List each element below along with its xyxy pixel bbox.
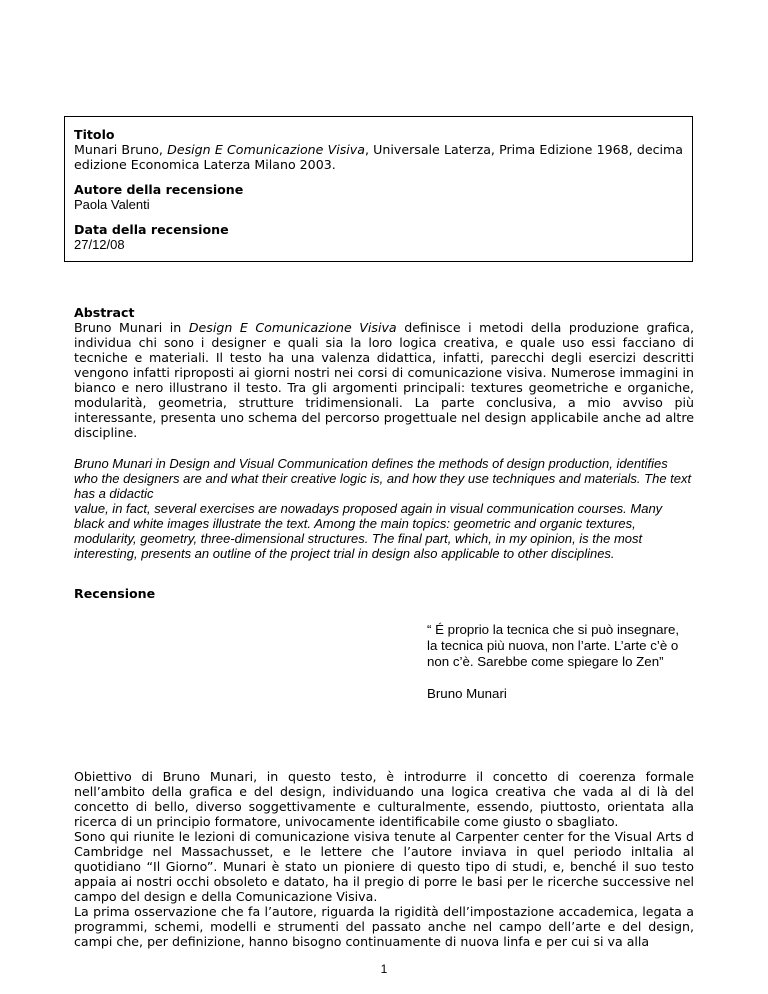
abstract-it-book: Design E Comunicazione Visiva (188, 320, 397, 335)
abstract-heading: Abstract (74, 305, 135, 320)
abstract-english (74, 456, 694, 561)
title-rest: , Universale Laterza, Prima Edizione 1968, decima edizione Economica Laterza Milano 2003. (74, 142, 683, 172)
review-heading: Recensione (74, 586, 156, 601)
abstract-it-lead: Bruno Munari in (74, 320, 189, 335)
review-body (74, 769, 694, 949)
review-heading-block (74, 586, 694, 601)
date-value: 27/12/08 (74, 237, 125, 252)
quote-author: Bruno Munari (427, 686, 507, 701)
reviewer-label: Autore della recensione (74, 182, 244, 197)
review-paragraph-1: Obiettivo di Bruno Munari, in questo testo, è introdurre il concetto di coerenza formale nell’ambito della grafica e del design, individuando una logica creativa che vada al di là del concetto di bello, diverso soggettivamente e culturalmente, essendo, piuttosto, orientata alla ricerca di un principio formatore, univocamente identificabile come giusto o sbagliato. (74, 769, 694, 829)
title-author: Munari Bruno, (74, 142, 168, 157)
date-label: Data della recensione (74, 222, 229, 237)
abstract-italian (74, 320, 694, 440)
review-paragraph-3: La prima osservazione che fa l’autore, riguarda la rigidità dell’impostazione accademica, legata a programmi, schemi, modelli e strumenti del passato anche nel campo dell’arte e del design, campi che, per definizione, hanno bisogno continuamente di nuova linfa e per cui si va alla (74, 904, 694, 949)
abstract-section (74, 305, 694, 440)
abstract-en-line2: value, in fact, several exercises are nowadays proposed again in visual communication courses. Many black and white images illustrate the text. Among the main topics: geometric and organic textures, modularity, geometry, three-dimensional structures. The final part, which, in my opinion, is the most interesting, presents an outline of the project trial in design also applicable to other disciplines. (74, 501, 663, 561)
epigraph-quote (427, 622, 687, 702)
review-paragraph-2: Sono qui riunite le lezioni di comunicazione visiva tenute al Carpenter center for the Visual Arts d Cambridge nel Massachusset, e le lettere che l’autore inviava in quel periodo inItalia al quotidiano “Il Giorno”. Munari è stato un pioniere di questo tipo di studi, e, benché il suo testo appaia ai nostri occhi obsoleto e datato, ha il pregio di porre le basi per le ricerche successive nel campo del design e della Comunicazione Visiva. (74, 829, 694, 904)
reviewer-name: Paola Valenti (74, 197, 150, 212)
bibliographic-reference (74, 142, 683, 172)
title-book: Design E Comunicazione Visiva (167, 142, 365, 157)
page-number: 1 (380, 962, 388, 976)
abstract-en-line1: Bruno Munari in Design and Visual Communication defines the methods of design production, identifies who the designers are and what their creative logic is, and how they use techniques and materials. The text has a didactic (74, 456, 692, 501)
review-info-box (64, 116, 693, 262)
quote-text: “ É proprio la tecnica che si può insegnare, la tecnica più nuova, non l’arte. L’arte c’è o non c’è. Sarebbe come spiegare lo Zen” (427, 622, 680, 669)
title-label: Titolo (74, 127, 115, 142)
abstract-it-text: definisce i metodi della produzione grafica, individua chi sono i designer e quali sia la loro logica creativa, e quale uso essi facciano di tecniche e materiali. Il testo ha una valenza didattica, infatti, parecchi degli esercizi descritti vengono infatti riproposti ai giorni nostri nei corsi di comunicazione visiva. Numerose immagini in bianco e nero illustrano il testo. Tra gli argomenti principali: textures geometriche e organiche, modularità, geometria, strutture tridimensionali. La parte conclusiva, a mio avviso più interessante, presenta uno schema del percorso progettuale nel design applicabile anche ad altre discipline. (74, 320, 694, 440)
